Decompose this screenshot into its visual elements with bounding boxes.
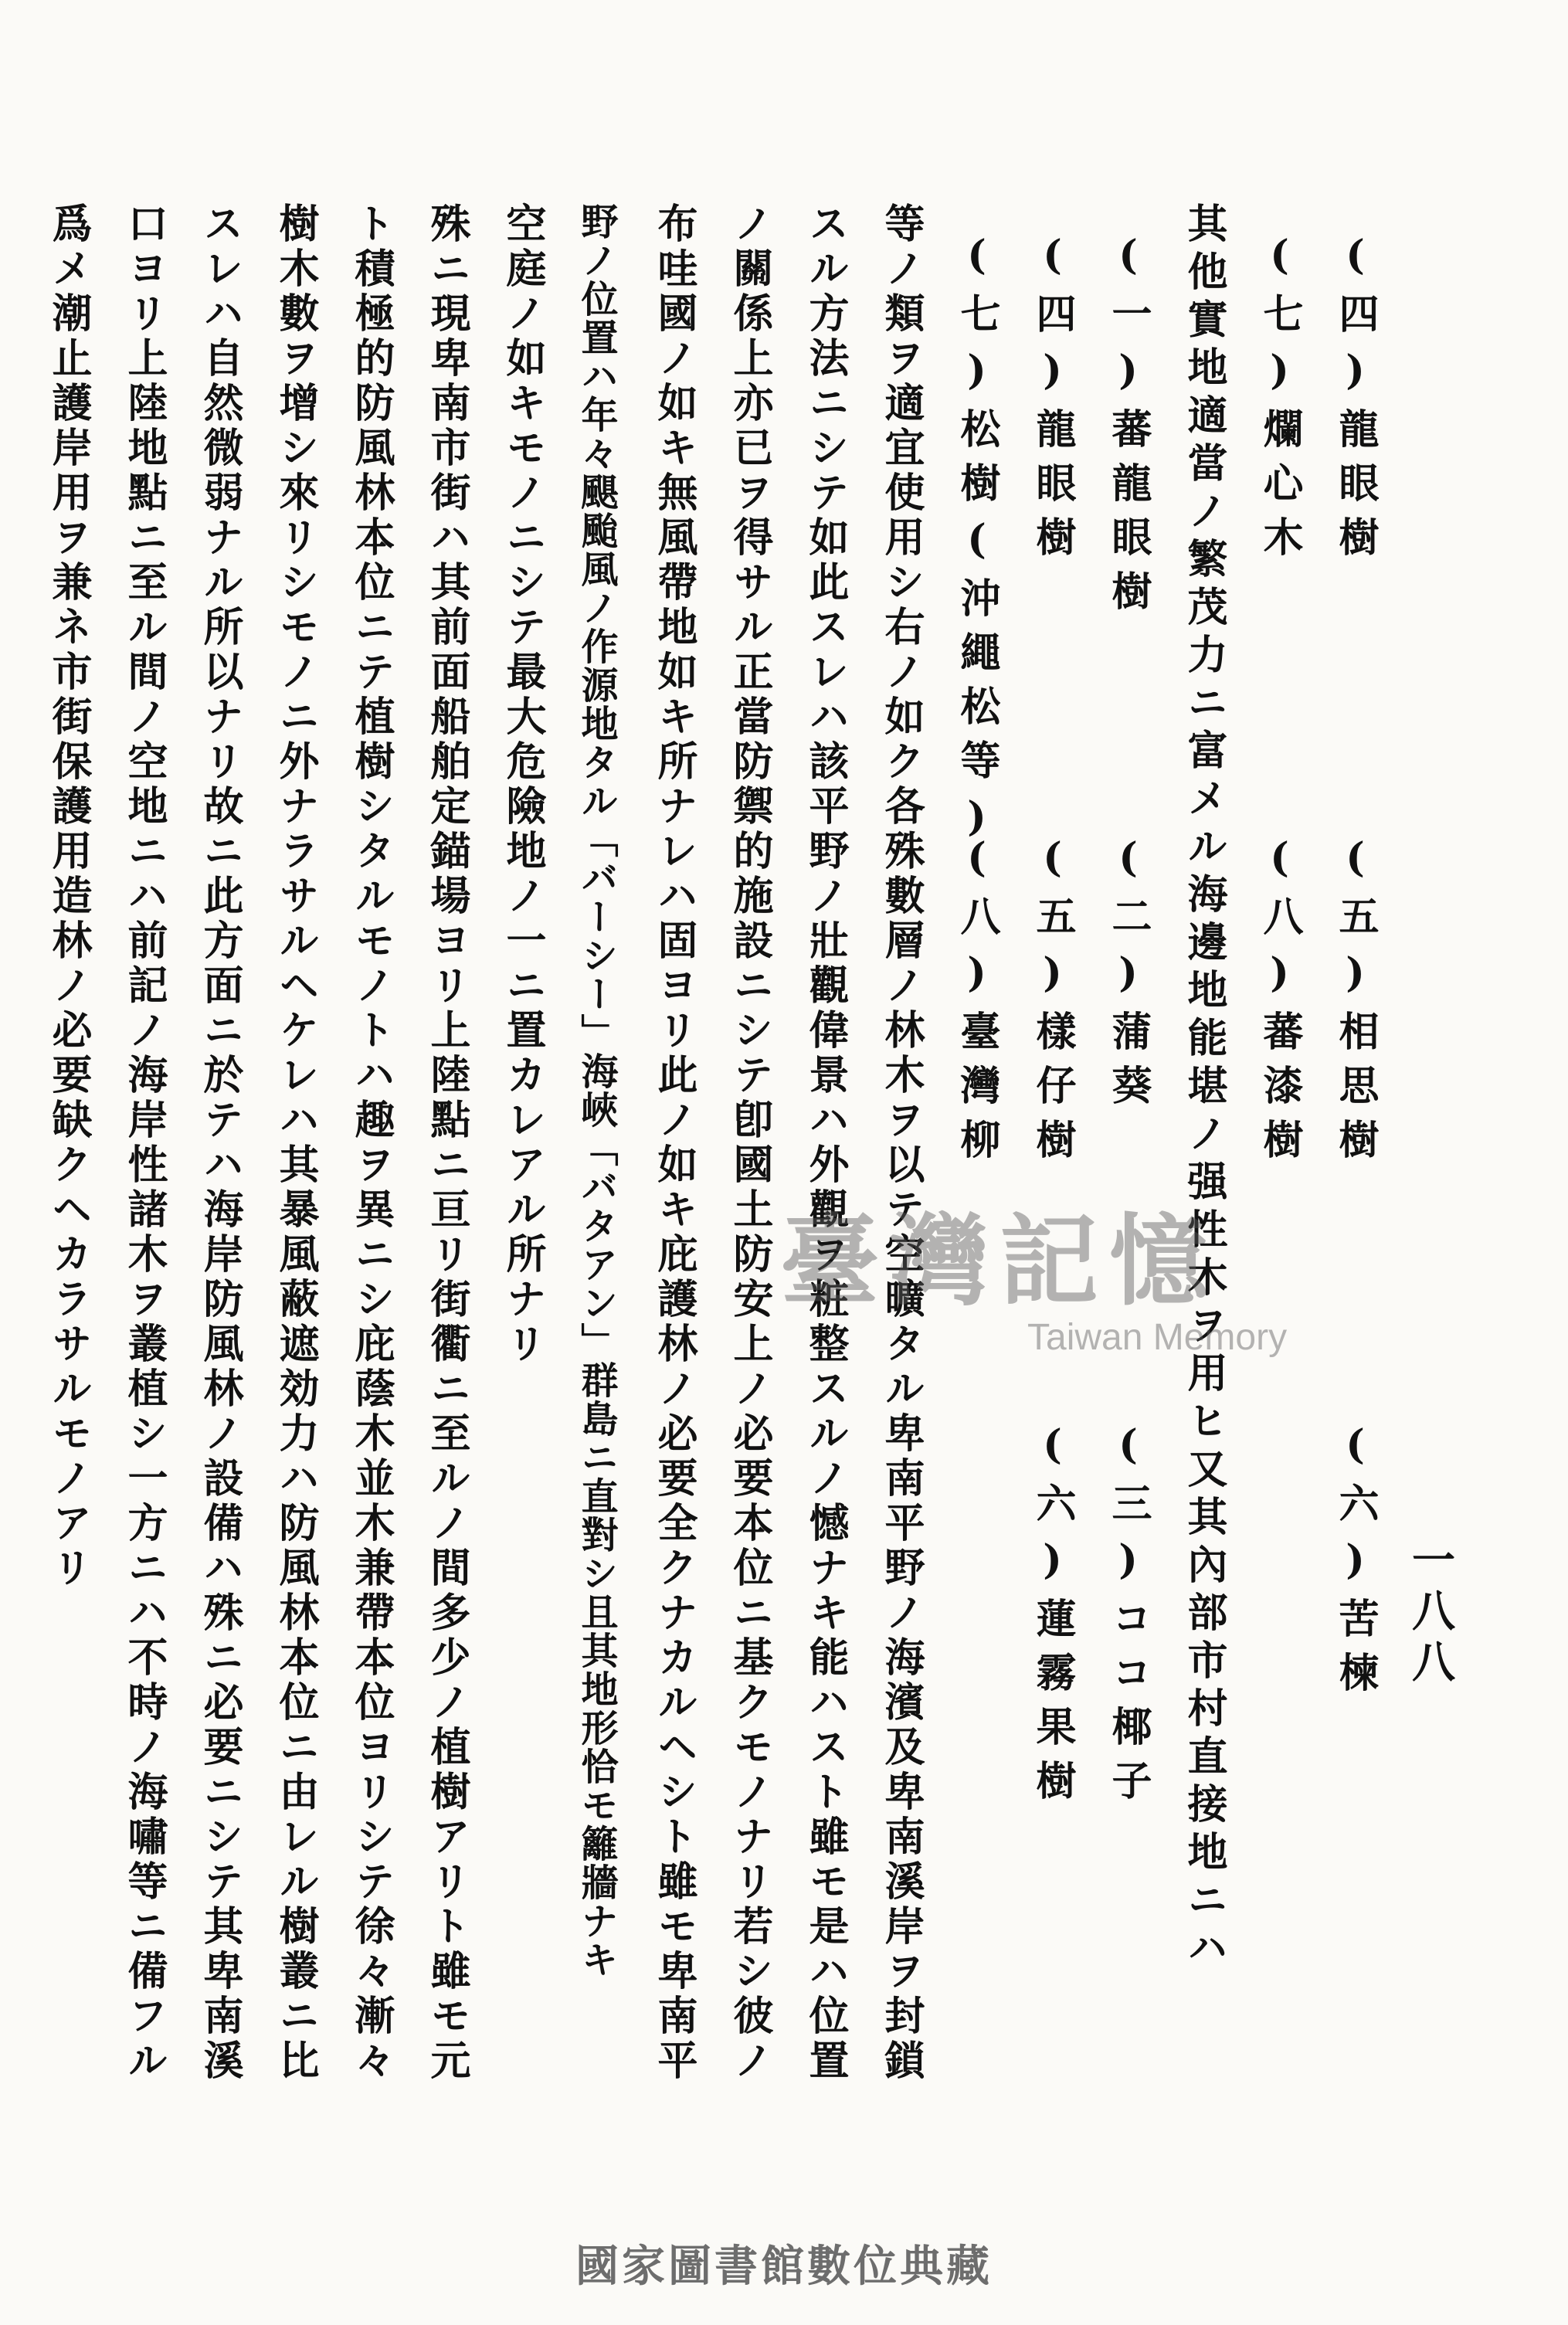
- watermark-subtitle: Taiwan Memory: [1027, 1317, 1288, 1358]
- text-column: (五)相思樹: [1332, 834, 1379, 1173]
- text-column: スル方法ニシテ如此スレハ該平野ノ壯觀偉景ハ外觀ヲ粧整スルノ憾ナキ能ハスト雖モ是ハ位置: [802, 202, 849, 2084]
- text-column: 其他實地適當ノ繁茂力ニ富メル海邊地能堪ノ强性木ヲ用ヒ又其內部市村直接地ニハ: [1180, 202, 1227, 1974]
- text-column: 爲メ潮止護岸用ヲ兼ネ市街保護用造林ノ必要缺クヘカラサルモノアリ: [45, 202, 92, 1591]
- text-column: (四)龍眼樹: [1332, 232, 1379, 570]
- text-column: (六)苦楝: [1332, 1421, 1379, 1706]
- text-column: ノ關係上亦已ヲ得サル正當防禦的施設ニシテ卽國土防安上ノ必要本位ニ基クモノナリ若シ彼ノ: [726, 202, 773, 2084]
- text-column: 樹木數ヲ增シ來リシモノニ外ナラサルヘケレハ其暴風蔽遮効力ハ防風林本位ニ由レル樹叢ニ比: [272, 202, 319, 2084]
- text-column: 野ノ位置ハ年々颶颱風ノ作源地タル「バーシー」海峽「バタアン」群島ニ直對シ且其地形恰モ籬牆ナキ: [575, 202, 618, 1979]
- text-column: ト積極的防風林本位ニテ植樹シタルモノトハ趣ヲ異ニシ庇蔭木並木兼帶本位ヨリシテ徐々漸々: [348, 202, 395, 2084]
- watermark: [780, 1182, 1287, 1359]
- watermark-logo-text: 臺灣記憶: [780, 1203, 1220, 1319]
- text-column: 口ヨリ上陸地點ニ至ル間ノ空地ニハ前記ノ海岸性諸木ヲ叢植シ一方ニハ不時ノ海嘯等ニ備フル: [120, 202, 168, 2084]
- text-column: (二)蒲葵: [1105, 834, 1152, 1118]
- text-column: (四)龍眼樹: [1029, 232, 1076, 570]
- page-number: 一八八: [1405, 1537, 1456, 1690]
- text-column: (八)臺灣柳: [953, 834, 1000, 1173]
- text-column: 等ノ類ヲ適宜使用シ右ノ如ク各殊數層ノ林木ヲ以テ空曠タル卑南平野ノ海濱及卑南溪岸ヲ封鎖: [877, 202, 925, 2084]
- text-column: (八)蕃漆樹: [1256, 834, 1303, 1173]
- text-column: (七)爛心木: [1256, 232, 1303, 570]
- text-column: (六)蓮霧果樹: [1029, 1421, 1076, 1814]
- text-column: (七)松樹(沖繩松等): [953, 232, 1000, 854]
- text-column: (五)樣仔樹: [1029, 834, 1076, 1173]
- text-column: 空庭ノ如キモノニシテ最大危險地ノ一ニ置カレアル所ナリ: [499, 202, 546, 1367]
- text-column: (一)蕃龍眼樹: [1105, 232, 1152, 624]
- text-column: 布哇國ノ如キ無風帶地如キ所ナレハ固ヨリ此ノ如キ庇護林ノ必要全クナカルヘシト雖モ卑南平: [650, 202, 697, 2084]
- text-column: (三)ココ椰子: [1105, 1421, 1152, 1814]
- text-column: スレハ自然微弱ナル所以ナリ故ニ此方面ニ於テハ海岸防風林ノ設備ハ殊ニ必要ニシテ其卑南溪: [196, 202, 243, 2084]
- text-column: 殊ニ現卑南市街ハ其前面船舶定錨場ヨリ上陸點ニ亘リ街衢ニ至ルノ間多少ノ植樹アリト雖モ元: [423, 202, 470, 2084]
- footer-collection-label: 國家圖書館數位典藏: [575, 2241, 993, 2292]
